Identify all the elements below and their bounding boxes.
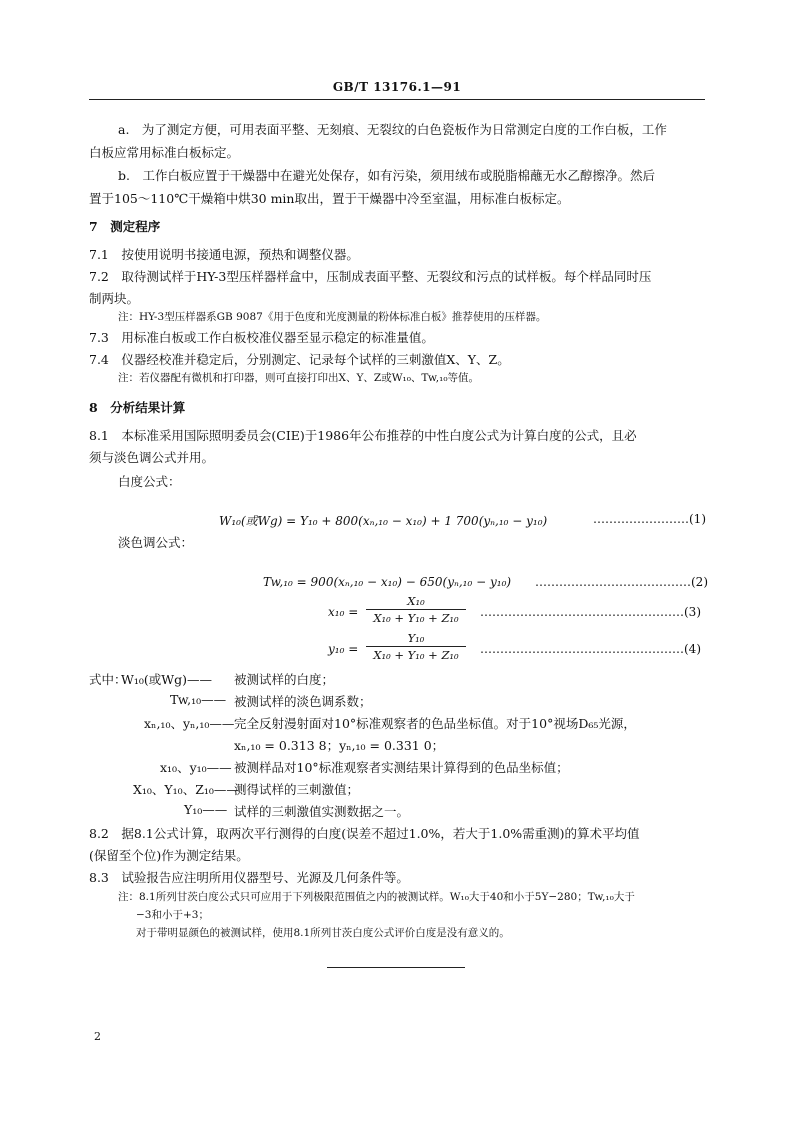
note-7-4: 注：若仪器配有微机和打印器，则可直接打印出X、Y、Z或W₁₀、Tw,₁₀等值。	[118, 372, 480, 384]
equation-3-lhs: x₁₀ =	[328, 605, 359, 619]
def-5-text: 测得试样的三刺激值；	[234, 782, 360, 797]
equation-4-fraction	[366, 631, 466, 662]
note-8-3-line1: 注：8.1所列甘茨白度公式只可应用于下列极限范围值之内的被测试样。W₁₀大于40和小于5Y−280；Tw,₁₀大于	[118, 891, 635, 903]
def-1-text: 被测试样的白度；	[234, 672, 335, 687]
def-4-text: 被测样品对10°标准观察者实测结果计算得到的色品坐标值；	[234, 760, 569, 775]
end-rule	[327, 967, 465, 968]
equation-1-number: ……………………(1)	[593, 512, 706, 526]
equation-4-lhs: y₁₀ =	[328, 642, 359, 656]
equation-4-number: ……………………………………………(4)	[480, 642, 701, 656]
clause-7-4: 7.4 仪器经校准并稳定后，分别测定、记录每个试样的三刺激值X、Y、Z。	[89, 352, 510, 367]
para-a-line1: a. 为了测定方便，可用表面平整、无刻痕、无裂纹的白色瓷板作为日常测定白度的工作白板，工作	[118, 122, 667, 137]
equation-2-number: …………………………………(2)	[535, 575, 708, 589]
note-7-2: 注：HY-3型压样器系GB 9087《用于色度和光度测量的粉体标准白板》推荐使用的压样器。	[118, 311, 547, 323]
para-b-line2: 置于105～110℃干燥箱中烘30 min取出，置于干燥器中冷至室温，用标准白板标定。	[89, 191, 570, 206]
section-7-heading: 7 测定程序	[89, 219, 161, 234]
para-b-line1: b. 工作白板应置于干燥器中在避光处保存，如有污染，须用绒布或脱脂棉蘸无水乙醇擦净。然后	[118, 168, 655, 183]
def-3-values: xₙ,₁₀ = 0.313 8；yₙ,₁₀ = 0.331 0；	[234, 738, 445, 753]
def-4-symbol: x₁₀、y₁₀——	[160, 760, 232, 775]
clause-8-3: 8.3 试验报告应注明所用仪器型号、光源及几何条件等。	[89, 870, 409, 885]
page-number: 2	[94, 1030, 101, 1043]
def-2-text: 被测试样的淡色调系数；	[234, 694, 372, 709]
clause-8-2-line1: 8.2 据8.1公式计算，取两次平行测得的白度(误差不超过1.0%，若大于1.0%需重测)的算术平均值	[89, 826, 640, 841]
whiteness-label: 白度公式：	[118, 474, 181, 489]
note-8-3-line3: 对于带明显颜色的被测试样，使用8.1所列甘茨白度公式评价白度是没有意义的。	[136, 927, 510, 939]
section-8-heading: 8 分析结果计算	[89, 400, 186, 415]
def-2-symbol: Tw,₁₀——	[170, 692, 227, 707]
def-1-symbol: W₁₀(或Wg)——	[121, 672, 212, 687]
clause-7-1: 7.1 按使用说明书接通电源，预热和调整仪器。	[89, 247, 359, 262]
clause-7-3: 7.3 用标准白板或工作白板校准仪器至显示稳定的标准量值。	[89, 330, 434, 345]
def-3-text: 完全反射漫射面对10°标准观察者的色品坐标值。对于10°视场D₆₅光源，	[234, 716, 636, 731]
equation-3-number: ……………………………………………(3)	[480, 605, 701, 619]
equation-4-numerator: Y₁₀	[366, 631, 466, 647]
clause-8-1-line1: 8.1 本标准采用国际照明委员会(CIE)于1986年公布推荐的中性白度公式为计算白度的公式，且必	[89, 428, 637, 443]
equation-3-denominator: X₁₀ + Y₁₀ + Z₁₀	[373, 611, 459, 625]
clause-8-2-line2: (保留至个位)作为测定结果。	[89, 848, 249, 863]
def-6-text: 试样的三刺激值实测数据之一。	[234, 804, 410, 819]
def-6-symbol: Y₁₀——	[184, 802, 228, 817]
para-a-line2: 白板应常用标准白板标定。	[89, 145, 240, 160]
header-rule	[89, 99, 705, 100]
where-label: 式中：	[89, 672, 127, 687]
note-8-3-line2: −3和小于+3；	[136, 909, 209, 921]
def-3-symbol: xₙ,₁₀、yₙ,₁₀——	[144, 716, 235, 731]
equation-2: Tw,₁₀ = 900(xₙ,₁₀ − x₁₀) − 650(yₙ,₁₀ − y₁₀)	[263, 575, 512, 589]
equation-1: W₁₀(或Wg) = Y₁₀ + 800(xₙ,₁₀ − x₁₀) + 1 700(yₙ,₁₀ − y₁₀)	[219, 514, 548, 528]
clause-8-1-line2: 须与淡色调公式并用。	[89, 450, 215, 465]
equation-4-denominator: X₁₀ + Y₁₀ + Z₁₀	[373, 648, 459, 662]
clause-7-2-line1: 7.2 取待测试样于HY-3型压样器样盒中，压制成表面平整、无裂纹和污点的试样板。每个样品同时压	[89, 269, 652, 284]
equation-3-numerator: X₁₀	[366, 594, 466, 610]
equation-3-fraction	[366, 594, 466, 625]
def-5-symbol: X₁₀、Y₁₀、Z₁₀——	[133, 782, 239, 797]
clause-7-2-line2: 制两块。	[89, 291, 140, 306]
page-header: GB/T 13176.1—91	[332, 80, 462, 94]
tint-label: 淡色调公式：	[118, 535, 194, 550]
